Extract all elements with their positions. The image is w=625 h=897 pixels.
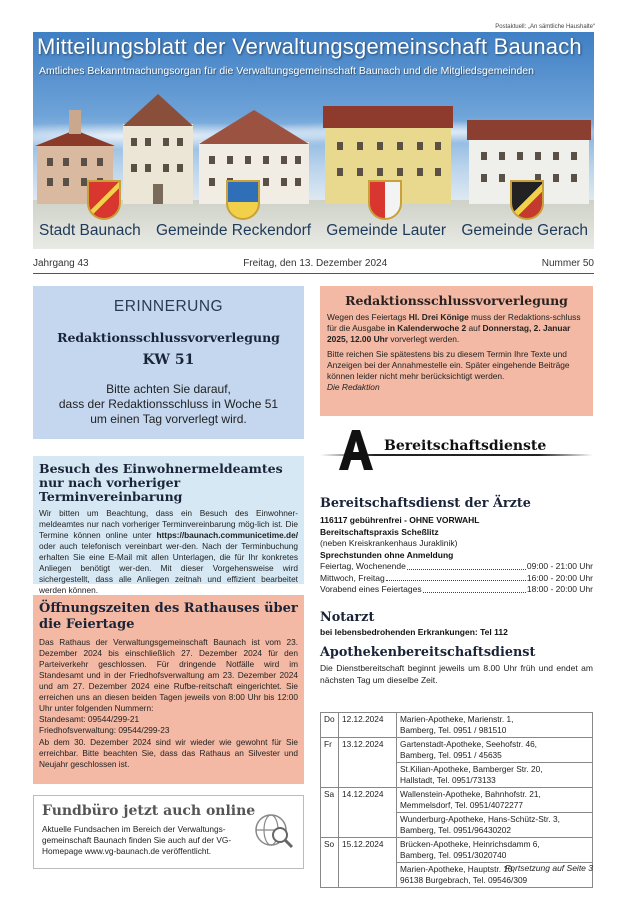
reminder-subheading: Redaktionsschlussvorverlegung — [57, 330, 280, 345]
municipality-list — [33, 222, 594, 240]
globe-search-icon — [253, 810, 295, 852]
holiday-text-2: Ab dem 30. Dezember 2024 sind wir wieder wie gewohnt für Sie erreichbar. Bitte beachten Sie, dass das Rathaus an Silvester und Neujahr geschlossen ist. — [39, 737, 298, 769]
pharmacy-a-icon — [338, 428, 374, 472]
pharmacy-text: Die Dienstbereitschaft beginnt jeweils um 8.00 Uhr früh und endet am nächsten Tag um dieselbe Zeit. — [320, 663, 593, 685]
deadline-text: Wegen des Feiertags Hl. Drei Könige muss der Redaktions-schluss für die Ausgabe in Kalenderwoche 2 auf Donnerstag, 2. Januar 2025, 12.00 Uhr vorverlegt werden. — [327, 312, 581, 344]
reminder-heading: ERINNERUNG — [113, 298, 224, 315]
postal-note: Postaktuell: „An sämtliche Haushalte“ — [495, 24, 595, 30]
doctors-note: Sprechstunden ohne Anmeldung — [320, 549, 454, 560]
pharmacy-title: Apothekenbereitschaftsdienst — [320, 645, 536, 660]
crest-lauter-icon — [368, 180, 402, 220]
municipality-name: Gemeinde Lauter — [326, 222, 447, 239]
table-row: Marien-Apotheke, Hauptstr. 10, 96138 Burgebrach, Tel. 09546/309 — [321, 863, 593, 888]
hours-row: Mittwoch, Freitag 16:00 - 20:00 Uhr — [320, 572, 593, 583]
hours-row: Vorabend eines Feiertages 18:00 - 20:00 Uhr — [320, 584, 593, 594]
crest-reckendorf-icon — [226, 180, 260, 220]
emergency-section — [320, 610, 593, 639]
crest-gerach-icon — [510, 180, 544, 220]
holiday-text: Das Rathaus der Verwaltungsgemeinschaft Baunach ist vom 23. Dezember 2024 bis einschließlich 27. Dezember 2024 für den Parteiverkehr geschlossen. Für dringende Notfälle wird im Standesamt und in der Friedhofsverwaltung am 23. Dezember 2024 und am 27. Dezember 2024 eine Rufbe-reitschaft eingerichtet. Sie erreichen uns an diesen beiden Tagen jeweils von 8:00 Uhr bis 12:00 Uhr unter folgenden Nummern: — [39, 637, 298, 713]
table-row: Sa 14.12.2024 Wallenstein-Apotheke, Bahnhofstr. 21, Memmelsdorf, Tel. 0951/4072277 — [321, 788, 593, 813]
reminder-box — [33, 286, 304, 439]
issue-date: Freitag, den 13. Dezember 2024 — [243, 258, 388, 269]
emergency-text: bei lebensbedrohenden Erkrankungen: Tel 112 — [320, 627, 508, 637]
doctors-hotline: 116117 gebührenfrei - OHNE VORWAHL — [320, 515, 480, 525]
table-row: St.Kilian-Apotheke, Bamberger Str. 20, Hallstadt, Tel. 0951/73133 — [321, 763, 593, 788]
on-call-title: Bereitschaftsdienste — [380, 438, 550, 454]
lost-found-title: Fundbüro jetzt auch online — [42, 803, 256, 819]
pharmacy-table — [320, 712, 593, 888]
issue-info-bar — [33, 258, 594, 274]
issue-number: Nummer 50 — [541, 258, 594, 269]
municipality-name: Stadt Baunach — [39, 222, 141, 239]
on-call-header — [320, 428, 593, 474]
newsletter-subtitle: Amtliches Bekanntmachungsorgan für die Verwaltungsgemeinschaft Baunach und die Mitgliedsgemeinden — [39, 65, 534, 77]
building-illustration — [123, 94, 193, 204]
deadline-title: Redaktionsschlussvorverlegung — [345, 293, 568, 308]
registration-office-box — [33, 456, 304, 595]
pharmacy-section — [320, 645, 593, 686]
table-row: Fr 13.12.2024 Gartenstadt-Apotheke, Seehofstr. 46, Bamberg, Tel. 0951 / 45635 — [321, 738, 593, 763]
deadline-text-2: Bitte reichen Sie spätestens bis zu diesem Termin Ihre Texte und Anzeigen bei der Annahmestelle ein. Später eingehende Beiträge können leider nicht mehr berücksichtigt werden. — [327, 349, 570, 381]
doctors-location: (neben Kreiskrankenhaus Juraklinik) — [320, 538, 458, 548]
deadline-box — [320, 286, 593, 416]
deadline-credit: Die Redaktion — [327, 382, 380, 392]
continuation-note: Fortsetzung auf Seite 3 — [505, 863, 593, 873]
holiday-hours-box — [33, 595, 304, 784]
phone-registry: Standesamt: 09544/299-21 — [39, 714, 140, 724]
lost-found-box — [33, 795, 304, 869]
reminder-week: KW 51 — [142, 352, 195, 368]
municipality-name: Gemeinde Reckendorf — [155, 222, 312, 239]
newsletter-title: Mitteilungsblatt der Verwaltungsgemeinschaft Baunach — [37, 34, 582, 59]
table-row: So 15.12.2024 Brücken-Apotheke, Heinrichsdamm 6, Bamberg, Tel. 0951/3020740 — [321, 838, 593, 863]
crest-baunach-icon — [87, 180, 121, 220]
issue-volume: Jahrgang 43 — [33, 258, 89, 269]
lost-found-text: Aktuelle Fundsachen im Bereich der Verwaltungs-gemeinschaft Baunach finden Sie auch auf der VG-Homepage www.vg-baunach.de veröffentlicht. — [42, 824, 232, 856]
table-row: Wunderburg-Apotheke, Hans-Schütz-Str. 3, Bamberg, Tel. 0951/96430202 — [321, 813, 593, 838]
holiday-title: Öffnungszeiten des Rathauses über die Feiertage — [39, 601, 298, 632]
hours-row: Feiertag, Wochenende 09:00 - 21:00 Uhr — [320, 561, 593, 571]
emergency-title: Notarzt — [320, 610, 375, 625]
phone-cemetery: Friedhofsverwaltung: 09544/299-23 — [39, 725, 170, 735]
header-banner — [33, 32, 594, 249]
doctors-section — [320, 496, 593, 596]
doctors-practice: Bereitschaftspraxis Scheßlitz — [320, 526, 439, 537]
table-row: Do 12.12.2024 Marien-Apotheke, Marienstr. 1, Bamberg, Tel. 0951 / 981510 — [321, 713, 593, 738]
doctors-title: Bereitschaftsdienst der Ärzte — [320, 496, 531, 511]
registration-title: Besuch des Einwohnermeldeamtes nur nach vorheriger Terminvereinbarung — [39, 461, 283, 504]
registration-text: Wir bitten um Beachtung, dass ein Besuch des Einwohner-meldeamtes nur nach vorheriger Terminvereinbarung mög-lich ist. Die Termine können online unter https://baunach.communicetime.de/ oder auch telefonisch vereinbart wer-den. Nach der Terminbuchung erhalten Sie eine E-Mail mit allen Unterlagen, die für Ihr konkretes Anliegen benötigt wer-den. Mit dieser Vorgehensweise wird sichergestellt, dass alle Anliegen zeitnah und effizient bearbeitet werden können. — [39, 508, 298, 595]
municipality-name: Gemeinde Gerach — [461, 222, 588, 239]
reminder-text: Bitte achten Sie darauf, dass der Redaktionsschluss in Woche 51 um einen Tag vorverlegt wird. — [58, 382, 279, 426]
registration-link[interactable]: https://baunach.communicetime.de/ — [156, 530, 298, 540]
